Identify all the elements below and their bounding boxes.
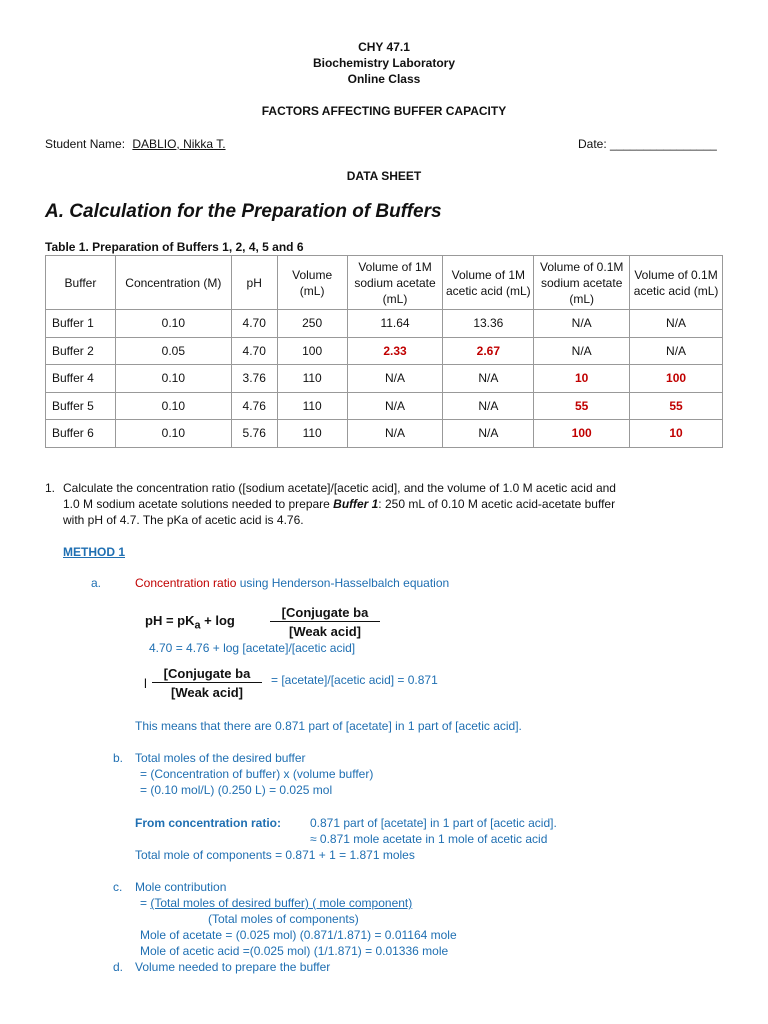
ratio-result: = [acetate]/[acetic acid] = 0.871 <box>271 673 438 687</box>
question-number: 1. <box>45 481 56 495</box>
cell: 0.10 <box>115 365 231 393</box>
step-c-letter: c. <box>113 880 123 894</box>
table-row <box>46 337 723 365</box>
ratio-meaning: This means that there are 0.871 part of [acetate] in 1 part of [acetic acid]. <box>135 719 522 733</box>
date-row <box>578 137 717 151</box>
cell: 4.76 <box>231 392 277 420</box>
cell: N/A <box>347 420 443 448</box>
cell: 3.76 <box>231 365 277 393</box>
col-header: Buffer <box>46 256 116 310</box>
buffer-1-ref: Buffer 1 <box>333 497 379 511</box>
hh-equation-left <box>145 613 235 632</box>
date-label: Date: <box>578 137 607 151</box>
step-b-line-1: = (Concentration of buffer) x (volume buffer) <box>140 767 374 781</box>
cell: 5.76 <box>231 420 277 448</box>
concentration-ratio-label: Concentration ratio <box>135 576 237 590</box>
cell: N/A <box>443 420 534 448</box>
step-d-letter: d. <box>113 960 124 974</box>
step-a-method: using Henderson-Hasselbalch equation <box>236 576 450 590</box>
col-header: Volume of 1M acetic acid (mL) <box>443 256 534 310</box>
cell: 11.64 <box>347 310 443 338</box>
cell: N/A <box>347 365 443 393</box>
col-header: Concentration (M) <box>115 256 231 310</box>
cell: 10 <box>534 365 630 393</box>
step-c-title: Mole contribution <box>135 880 227 894</box>
cell: N/A <box>347 392 443 420</box>
eq-plus-log: + log <box>200 613 235 628</box>
fraction-numerator: [Conjugate ba <box>270 605 380 622</box>
cell: 0.05 <box>115 337 231 365</box>
question-line-2a: 1.0 M sodium acetate solutions needed to prepare <box>63 497 334 511</box>
cell: N/A <box>534 310 630 338</box>
step-b-title: Total moles of the desired buffer <box>135 751 306 765</box>
cell: 2.67 <box>443 337 534 365</box>
cell: N/A <box>443 365 534 393</box>
cell: Buffer 5 <box>46 392 116 420</box>
date-blank: ________________ <box>610 137 717 151</box>
col-header: pH <box>231 256 277 310</box>
cell: Buffer 2 <box>46 337 116 365</box>
course-code: CHY 47.1 <box>358 40 410 54</box>
fraction-denominator: [Weak acid] <box>288 624 361 639</box>
cell: 0.10 <box>115 392 231 420</box>
col-header: Volume (mL) <box>277 256 347 310</box>
cell: 55 <box>630 392 723 420</box>
data-sheet-heading: DATA SHEET <box>346 169 422 183</box>
step-a-letter: a. <box>91 576 102 590</box>
from-ratio-value: 0.871 part of [acetate] in 1 part of [acetic acid]. <box>310 816 557 830</box>
cell: 2.33 <box>347 337 443 365</box>
cell: 0.10 <box>115 420 231 448</box>
student-row <box>45 137 226 151</box>
mole-contribution-formula <box>140 896 412 910</box>
formula-denominator: (Total moles of components) <box>208 912 359 926</box>
cell: 55 <box>534 392 630 420</box>
cell: 4.70 <box>231 337 277 365</box>
eq-ph-pk: pH = pK <box>145 613 195 628</box>
cell: N/A <box>630 310 723 338</box>
approx-mole: ≈ 0.871 mole acetate in 1 mole of acetic acid <box>310 832 548 846</box>
document-title: FACTORS AFFECTING BUFFER CAPACITY <box>261 104 507 118</box>
cell: 110 <box>277 420 347 448</box>
cell: 100 <box>630 365 723 393</box>
step-d-title: Volume needed to prepare the buffer <box>135 960 331 974</box>
hh-substitution: 4.70 = 4.76 + log [acetate]/[acetic acid] <box>149 641 356 655</box>
table-row <box>46 392 723 420</box>
table-row <box>46 420 723 448</box>
cell: 0.10 <box>115 310 231 338</box>
question-line-2c: : 250 mL of 0.10 M acetic acid-acetate buffer <box>378 497 616 511</box>
cell: 250 <box>277 310 347 338</box>
cell: 13.36 <box>443 310 534 338</box>
cell: Buffer 6 <box>46 420 116 448</box>
mole-acetic-acid: Mole of acetic acid =(0.025 mol) (1/1.871) = 0.01336 mole <box>140 944 449 958</box>
eq-subscript: a <box>194 619 201 632</box>
ratio-fraction <box>152 666 262 700</box>
table-caption: Table 1. Preparation of Buffers 1, 2, 4, 5 and 6 <box>45 240 304 254</box>
formula-equals: = <box>140 896 151 910</box>
from-ratio-label: From concentration ratio: <box>135 816 282 830</box>
section-a-heading: A. Calculation for the Preparation of Buffers <box>45 201 442 222</box>
fraction-numerator: [Conjugate ba <box>152 666 262 683</box>
cell: 100 <box>277 337 347 365</box>
cell: N/A <box>534 337 630 365</box>
col-header: Volume of 0.1M sodium acetate (mL) <box>534 256 630 310</box>
question-line-1: Calculate the concentration ratio ([sodium acetate]/[acetic acid], and the volume of 1.0 M acetic acid and <box>63 481 616 495</box>
col-header: Volume of 0.1M acetic acid (mL) <box>630 256 723 310</box>
student-name: DABLIO, Nikka T. <box>132 137 226 151</box>
fraction-prefix: l <box>144 676 147 691</box>
cell: 4.70 <box>231 310 277 338</box>
cell: 100 <box>534 420 630 448</box>
lab-name: Biochemistry Laboratory <box>312 56 456 70</box>
cell: 10 <box>630 420 723 448</box>
col-header: Volume of 1M sodium acetate (mL) <box>347 256 443 310</box>
method-heading: METHOD 1 <box>63 545 126 559</box>
cell: 110 <box>277 392 347 420</box>
cell: Buffer 1 <box>46 310 116 338</box>
step-a-title <box>135 576 449 590</box>
buffer-table <box>45 255 723 448</box>
table-row <box>46 310 723 338</box>
fraction-denominator: [Weak acid] <box>170 685 243 700</box>
question-line-2 <box>63 497 615 511</box>
table-header-row <box>46 256 723 310</box>
formula-numerator: (Total moles of desired buffer) ( mole component) <box>150 896 413 910</box>
hh-equation-fraction <box>270 605 380 639</box>
cell: N/A <box>443 392 534 420</box>
student-label: Student Name: <box>45 137 126 151</box>
total-mole-components: Total mole of components = 0.871 + 1 = 1.871 moles <box>135 848 415 862</box>
class-type: Online Class <box>347 72 421 86</box>
cell: 110 <box>277 365 347 393</box>
cell: N/A <box>630 337 723 365</box>
mole-acetate: Mole of acetate = (0.025 mol) (0.871/1.871) = 0.01164 mole <box>140 928 457 942</box>
cell: Buffer 4 <box>46 365 116 393</box>
step-b-line-2: = (0.10 mol/L) (0.250 L) = 0.025 mol <box>140 783 333 797</box>
question-line-3: with pH of 4.7. The pKa of acetic acid is 4.76. <box>63 513 304 527</box>
step-b-letter: b. <box>113 751 124 765</box>
table-row <box>46 365 723 393</box>
